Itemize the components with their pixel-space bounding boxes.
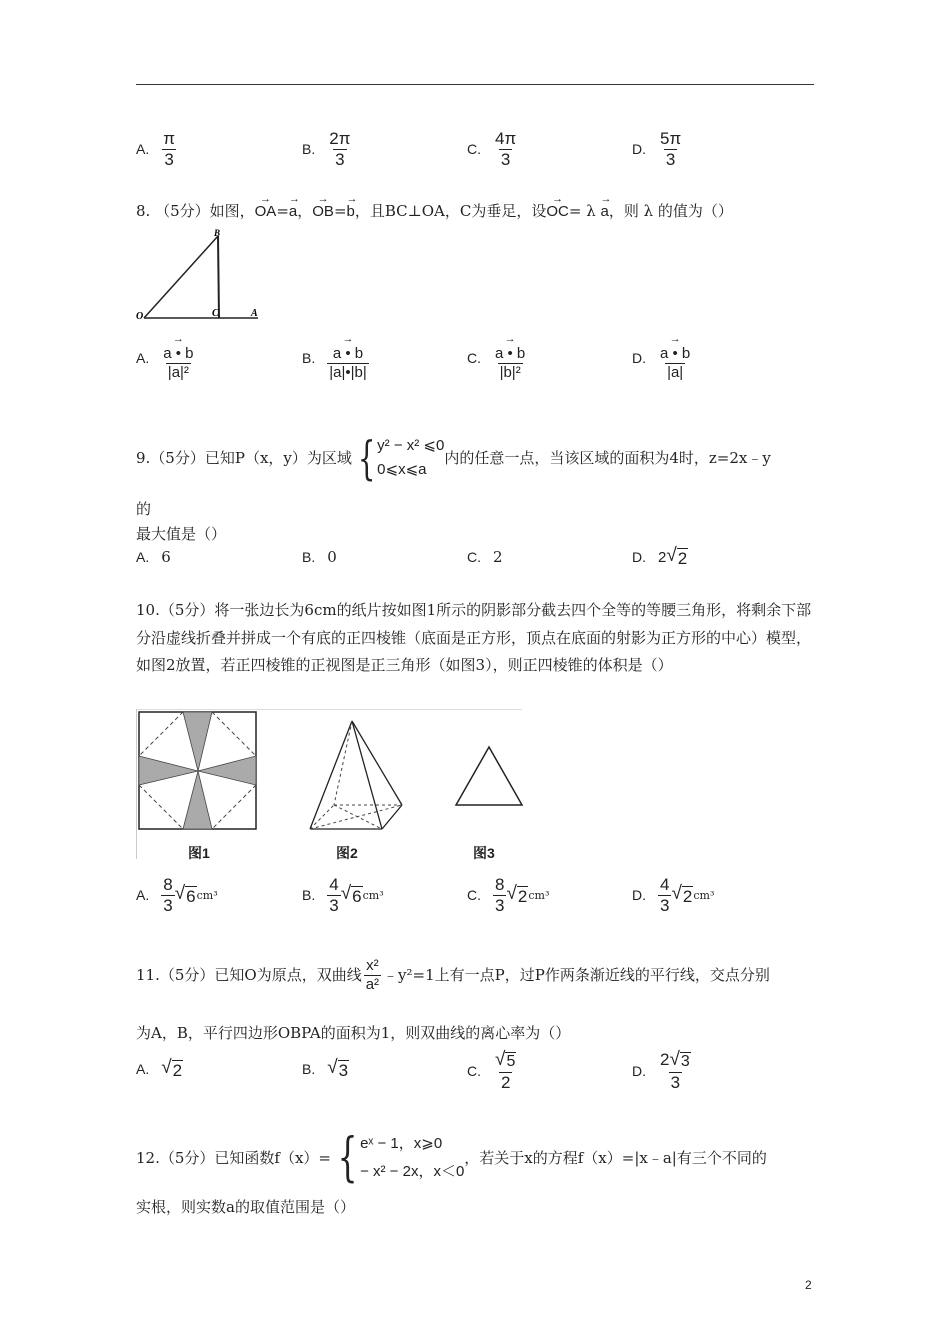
- q10-option-b[interactable]: B. $\frac{4}{3}$ √ 6 cm³: [302, 875, 384, 915]
- label-a: A: [251, 308, 258, 319]
- q8-option-b[interactable]: B. → $\frac{a • b}{|a|•|b|}$: [302, 336, 369, 381]
- sqrt: √ 3: [327, 1057, 349, 1080]
- q8-option-c[interactable]: C. → $\frac{a • b}{\text{|b|²}}$: [467, 336, 527, 381]
- q9-option-d[interactable]: D. 2 √ 2: [632, 545, 688, 568]
- q10-stem: 10.（5分）将一张边长为6cm的纸片按如图1所示的阴影部分截去四个全等的等腰三角形，将剩余下部分沿虚线折叠并拼成一个有底的正四棱锥（底面是正方形，顶点在底面的射影为正方形的中心）模型，如图2放置，若正四棱锥的正视图是正三角形（如图3），则正四棱锥的体积是（）: [136, 601, 812, 674]
- inequality-system: { y² − x² ⩽0 0⩽x⩽a: [357, 431, 445, 485]
- label-b: B: [214, 228, 221, 238]
- q7-option-a[interactable]: A. $\frac{\pi}{3}$: [136, 129, 175, 169]
- caption-fig1: 图1: [188, 845, 210, 861]
- q8-option-a[interactable]: A. → $\frac{a • b}{\text{|a|²}}$: [136, 336, 196, 381]
- q8-option-d[interactable]: D. → $\frac{a • b}{|a|}$: [632, 336, 692, 381]
- q11-option-c[interactable]: C. √ 5 2: [467, 1050, 518, 1092]
- fraction: $\frac{8}{3}$: [163, 875, 173, 915]
- fraction: → $\frac{a • b}{\text{|b|²}}$: [493, 336, 527, 381]
- q7-option-c[interactable]: C. $\frac{4\pi}{3}$: [467, 129, 517, 169]
- page-number: 2: [805, 1278, 812, 1292]
- fraction: $\frac{8}{3}$: [495, 875, 505, 915]
- q9-options: [136, 546, 816, 574]
- q11-stem: 11.（5分）已知O为原点，双曲线 $\frac{\text{x²}}{\text{a²}}$ ﹣y²=1上有一点P，过P作两条渐近线的平行线，交点分别: [136, 957, 770, 993]
- q11-option-d[interactable]: D. 2 √ 3 3: [632, 1050, 693, 1092]
- fraction: $\frac{\text{x²}}{\text{a²}}$: [365, 957, 380, 993]
- fraction: $\frac{\pi}{3}$: [163, 129, 175, 169]
- label-c: C: [212, 308, 219, 319]
- sqrt: √ 2: [506, 883, 528, 907]
- q8-figure: [136, 226, 264, 326]
- q9-line3: 最大值是（）: [136, 525, 227, 543]
- q7-option-d[interactable]: D. $\frac{5\pi}{3}$: [632, 129, 682, 169]
- fraction: $\frac{4}{3}$: [329, 875, 339, 915]
- q11-option-a[interactable]: A. √ 2: [136, 1057, 183, 1080]
- q7-options: [136, 130, 816, 174]
- q10-options: [136, 876, 816, 920]
- fraction: $\frac{4}{3}$: [660, 875, 670, 915]
- fraction: $\frac{2\pi}{3}$: [329, 129, 351, 169]
- q10-option-c[interactable]: C. $\frac{8}{3}$ √ 2 cm³: [467, 875, 550, 915]
- q10-option-a[interactable]: A. $\frac{8}{3}$ √ 6 cm³: [136, 875, 218, 915]
- sqrt: √ 6: [340, 883, 362, 907]
- figure-1: [138, 711, 258, 831]
- piecewise-function: { eˣ − 1，x⩾0 − x² − 2x，x＜0: [337, 1128, 465, 1188]
- q8-options: [136, 336, 816, 388]
- q9-stem: 9.（5分）已知P（x，y）为区域 { y² − x² ⩽0 0⩽x⩽a 内的任意一点，当该区域的面积为4时，z=2x﹣y: [136, 431, 771, 485]
- caption-fig2: 图2: [336, 845, 358, 861]
- q8-stem: 8. （5分）如图，→ OA=→ a，→ OB=→ b，且BC⊥OA，C为垂足，设→ OC= λ → a，则 λ 的值为（）: [136, 198, 816, 225]
- figure-2: [304, 717, 408, 833]
- sqrt: √ 2: [666, 545, 688, 568]
- fraction: → $\frac{a • b}{|a|}$: [658, 336, 692, 381]
- q9-option-a[interactable]: A. 6: [136, 548, 171, 566]
- sqrt: √ 2: [161, 1057, 183, 1080]
- q12-line2: 实根，则实数a的取值范围是（）: [136, 1198, 355, 1216]
- figure-3: [454, 745, 524, 807]
- caption-fig3: 图3: [473, 845, 495, 861]
- line-bc: [218, 236, 219, 318]
- fraction: $\frac{5\pi}{3}$: [660, 129, 682, 169]
- q10-figures: [136, 709, 522, 861]
- q11-options: [136, 1050, 816, 1094]
- header-rule: [136, 84, 814, 85]
- q9-line2: 的: [136, 500, 152, 518]
- q9-option-b[interactable]: B. 0: [302, 548, 337, 566]
- label-o: O: [136, 311, 144, 322]
- sqrt: √ 6: [174, 883, 196, 907]
- q11-line2: 为A，B，平行四边形OBPA的面积为1，则双曲线的离心率为（）: [136, 1024, 571, 1042]
- q12-stem: 12.（5分）已知函数f（x）= { eˣ − 1，x⩾0 − x² − 2x，x＜0 ，若关于x的方程f（x）=|x﹣a|有三个不同的: [136, 1128, 767, 1188]
- line-ob: [144, 236, 218, 318]
- q7-option-b[interactable]: B. $\frac{2\pi}{3}$: [302, 129, 351, 169]
- fraction: 2 √ 3 3: [660, 1049, 690, 1093]
- q9-option-c[interactable]: C. 2: [467, 548, 503, 566]
- fraction: √ 5 2: [495, 1049, 516, 1093]
- fraction: $\frac{4\pi}{3}$: [495, 129, 517, 169]
- q11-option-b[interactable]: B. √ 3: [302, 1057, 349, 1080]
- fraction: → $\frac{a • b}{|a|•|b|}$: [327, 336, 369, 381]
- q10-option-d[interactable]: D. $\frac{4}{3}$ √ 2 cm³: [632, 875, 715, 915]
- fraction: → $\frac{a • b}{\text{|a|²}}$: [161, 336, 195, 381]
- sqrt: √ 2: [671, 883, 693, 907]
